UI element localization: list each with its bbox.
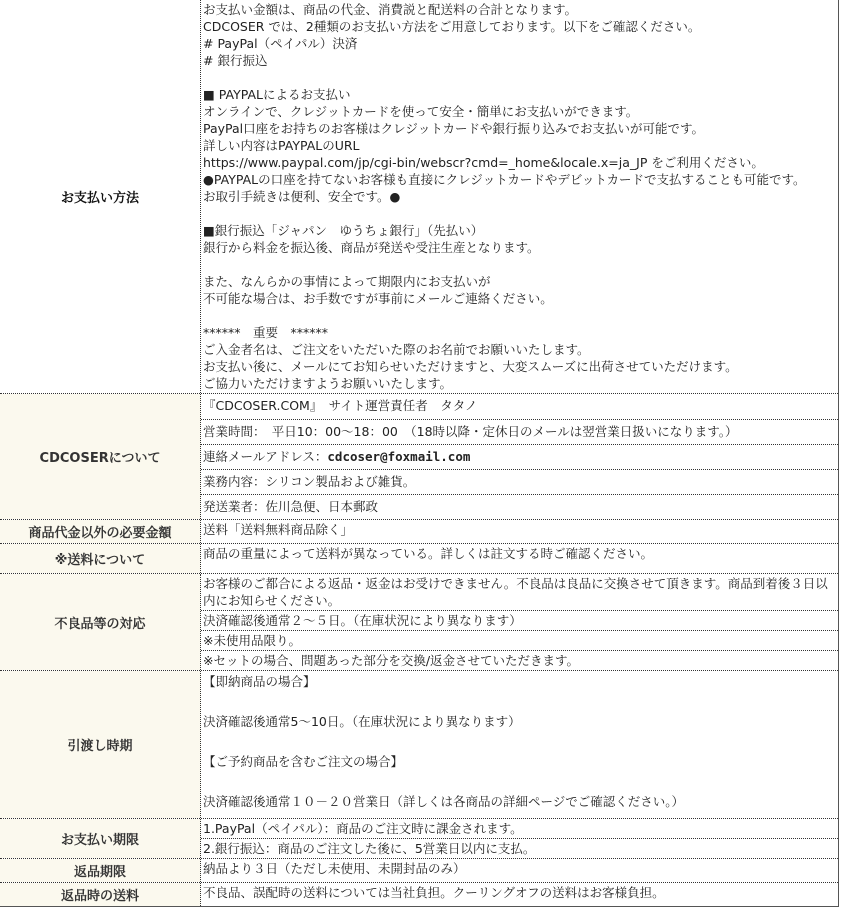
return-shipping-cell: 不良品、誤配時の送料については当社負担。クーリングオフの送料はお客様負担。	[203, 885, 665, 900]
row-payment-method	[0, 0, 838, 393]
row-defects	[0, 573, 838, 670]
deadline-cell: 2.銀行振込：商品のご注文した後に、5営業日以内に支払。	[201, 838, 838, 858]
row-shipping	[0, 543, 838, 573]
defect-cell: ※未使用品限り。	[201, 630, 838, 650]
email-label: 連絡メールアドレス：	[203, 449, 328, 464]
row-label: 不良品等の対応	[0, 574, 201, 670]
row-label: 引渡し時期	[0, 671, 201, 818]
row-label: 返品期限	[0, 859, 201, 882]
row-label: ※送料について	[0, 544, 201, 573]
row-label: CDCOSERについて	[0, 394, 201, 519]
row-return-period	[0, 858, 838, 882]
email-link[interactable]: cdcoser@foxmail.com	[327, 449, 471, 464]
row-extra-fees	[0, 519, 838, 543]
defect-cell: ※セットの場合、問題あった部分を交換/返金させていただきます。	[201, 650, 838, 670]
row-payment-deadline	[0, 818, 838, 858]
payment-method-text: お支払い金額は、商品の代金、消費説と配送料の合計となります。 CDCOSER では、2種類のお支払い方法をご用意しております。以下をご確認ください。 # PayPal（ペイパル）決済 # 銀行振込 ■ PAYPALによるお支払い オンラインで、クレジットカードを使って安全・簡単にお支払いができます。 PayPal口座をお持ちのお客様はクレジットカードや銀行振り込みでお支払いが可能です。 詳しい内容はPAYPALのURL https://www.paypal.com/jp/cgi-bin/webscr?cmd=_home&locale.x=ja_JP をご利用ください。 ●PAYPALの口座を持てないお客様も直接にクレジットカードやデビットカードで支払することも可能です。 お取引手続きは便利、安全です。● ■銀行振込「ジャパン ゆうちょ銀行」（先払い） 銀行から料金を振込後、商品が発送や受注生産となります。 また、なんらかの事情によって期限内にお支払いが 不可能な場合は、お手数ですが事前にメールご連絡ください。 ****** 重要 ****** ご入金者名は、ご注文をいただいた際のお名前でお願いいたします。 お支払い後に、メールにてお知らせいただけますと、大変スムーズに出荷させていただけます。 ご協力いただけますようお願いいたします。	[203, 2, 806, 391]
delivery-text: 【即納商品の場合】 決済確認後通常5～10日。（在庫状況により異なります） 【ご予約商品を含むご注文の場合】 決済確認後通常１０－２０営業日（詳しくは各商品の詳細ページでご確認ください。）	[203, 674, 685, 809]
operator-cell: 『CDCOSER.COM』 サイト運営責任者 タタノ	[203, 398, 478, 413]
shipper-cell: 発送業者：佐川急便、日本郵政	[201, 494, 838, 519]
business-cell: 業務内容：シリコン製品および雑貨。	[201, 469, 838, 494]
shipping-cell: 商品の重量によって送料が異なっている。詳しくは註文する時ご確認ください。	[203, 546, 654, 561]
return-period-cell: 納品より３日（ただし未使用、未開封品のみ）	[203, 861, 466, 876]
email-cell	[201, 444, 838, 469]
hours-cell: 営業時間： 平日10：00～18：00 （18時以降・定休日のメールは翌営業日扱いになります。）	[201, 419, 838, 444]
row-about	[0, 393, 838, 519]
row-label: 返品時の送料	[0, 883, 201, 906]
defect-cell: 決済確認後通常２～５日。（在庫状況により異なります）	[201, 610, 838, 630]
row-label: お支払い方法	[0, 0, 201, 393]
defect-cell: お客様のご都合による返品・返金はお受けできません。不良品は良品に交換させて頂きます。商品到着後３日以内にお知らせください。	[203, 576, 828, 608]
row-label: 商品代金以外の必要金額	[0, 520, 201, 543]
row-delivery	[0, 670, 838, 818]
row-return-shipping	[0, 882, 838, 906]
extra-fees-cell: 送料「送料無料商品除く」	[203, 522, 354, 537]
deadline-cell: 1.PayPal（ペイパル）：商品のご注文時に課金されます。	[203, 821, 523, 836]
row-label: お支払い期限	[0, 819, 201, 858]
